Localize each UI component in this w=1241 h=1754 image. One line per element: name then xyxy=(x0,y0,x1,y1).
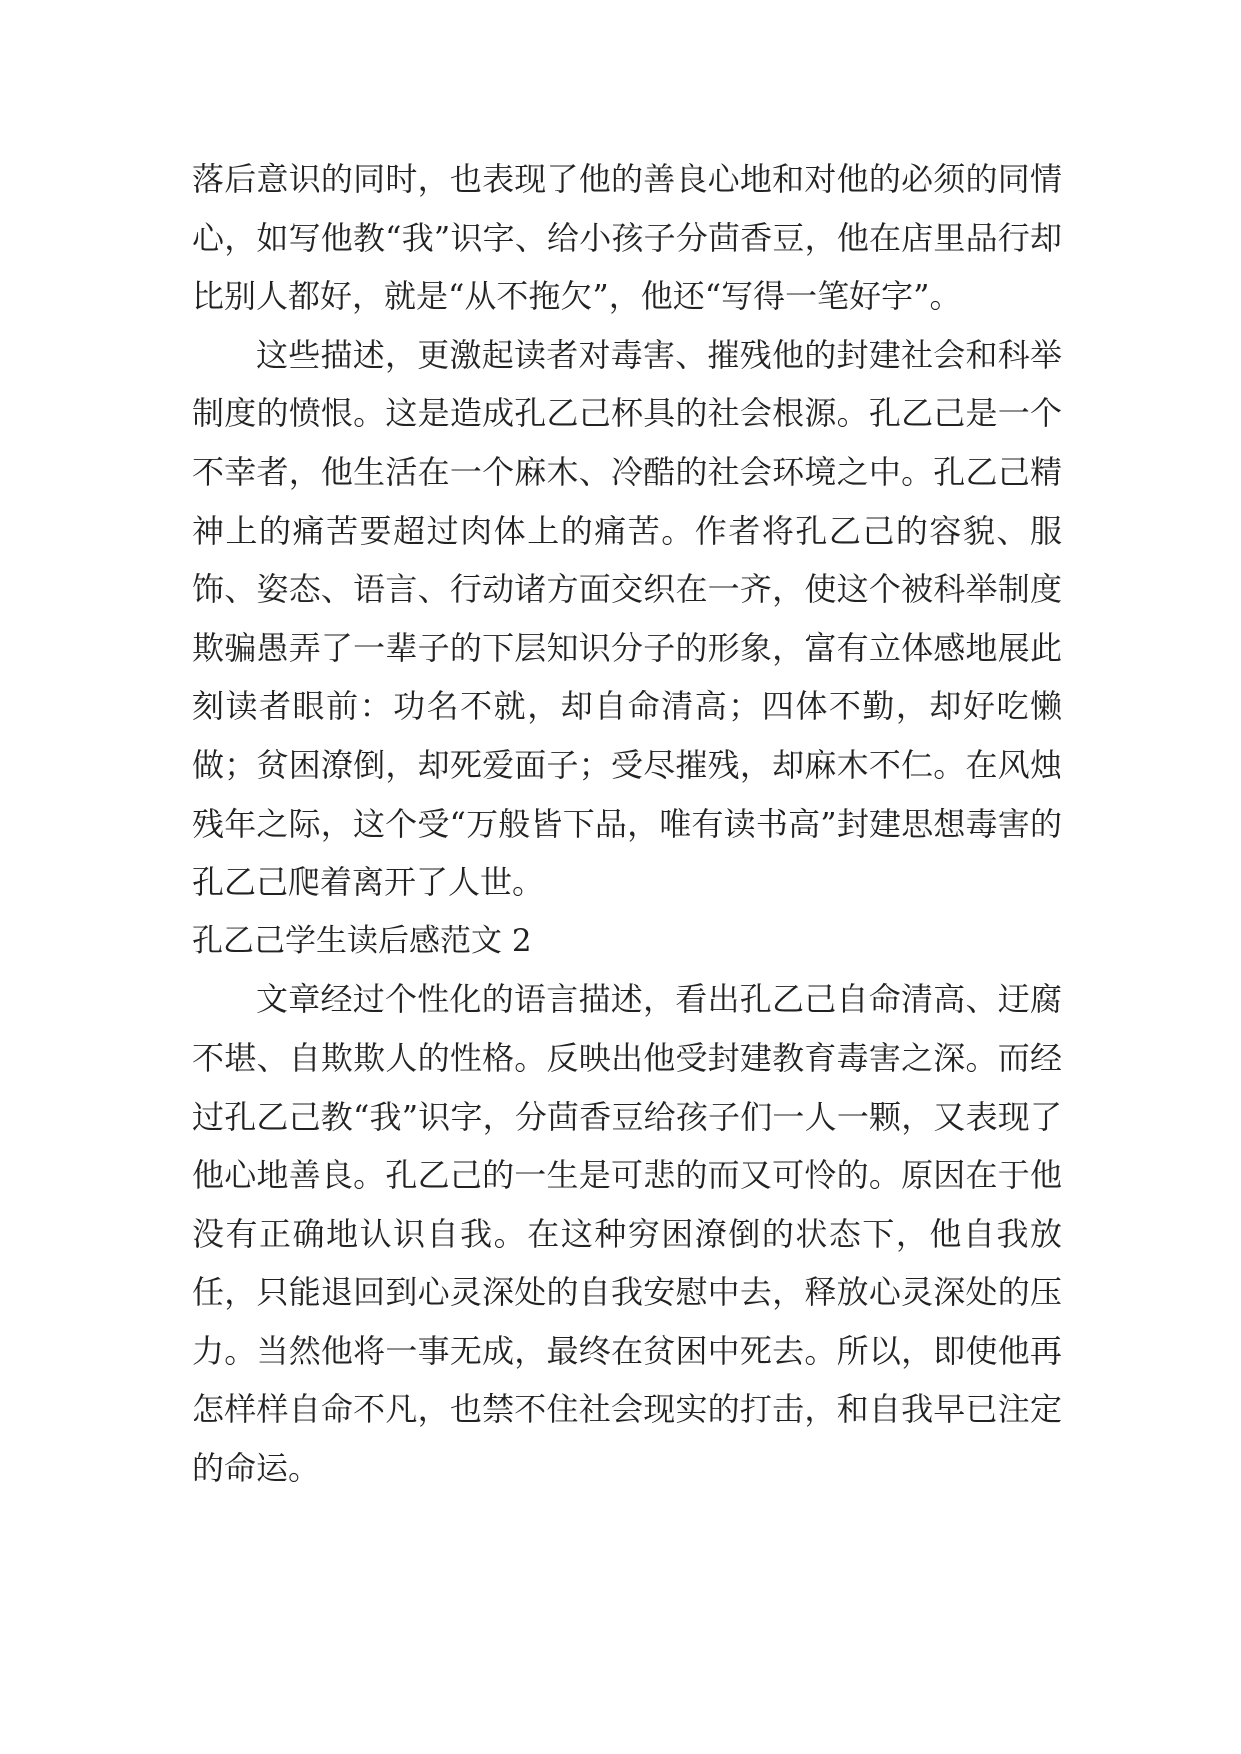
paragraph-continuation: 落后意识的同时，也表现了他的善良心地和对他的必须的同情心，如写他教“我”识字、给小孩子分茴香豆，他在店里品行却比别人都好，就是“从不拖欠”，他还“写得一笔好字”。 xyxy=(192,160,1062,316)
document-page xyxy=(192,150,1062,1498)
section-heading: 孔乙己学生读后感范文 2 xyxy=(192,922,532,959)
paragraph-social-roots: 这些描述，更激起读者对毒害、摧残他的封建社会和科举制度的愤恨。这是造成孔乙己杯具的社会根源。孔乙己是一个不幸者，他生活在一个麻木、冷酷的社会环境之中。孔乙己精神上的痛苦要超过肉体上的痛苦。作者将孔乙己的容貌、服饰、姿态、语言、行动诸方面交织在一齐，使这个被科举制度欺骗愚弄了一辈子的下层知识分子的形象，富有立体感地展此刻读者眼前：功名不就，却自命清高；四体不勤，却好吃懒做；贫困潦倒，却死爱面子；受尽摧残，却麻木不仁。在风烛残年之际，这个受“万般皆下品，唯有读书高”封建思想毒害的孔乙己爬着离开了人世。 xyxy=(192,335,1062,902)
paragraph-essay-2: 文章经过个性化的语言描述，看出孔乙己自命清高、迂腐不堪、自欺欺人的性格。反映出他受封建教育毒害之深。而经过孔乙己教“我”识字，分茴香豆给孩子们一人一颗，又表现了他心地善良。孔乙己的一生是可悲的而又可怜的。原因在于他没有正确地认识自我。在这种穷困潦倒的状态下，他自我放任，只能退回到心灵深处的自我安慰中去，释放心灵深处的压力。当然他将一事无成，最终在贫困中死去。所以，即使他再怎样样自命不凡，也禁不住社会现实的打击，和自我早已注定的命运。 xyxy=(192,980,1062,1488)
